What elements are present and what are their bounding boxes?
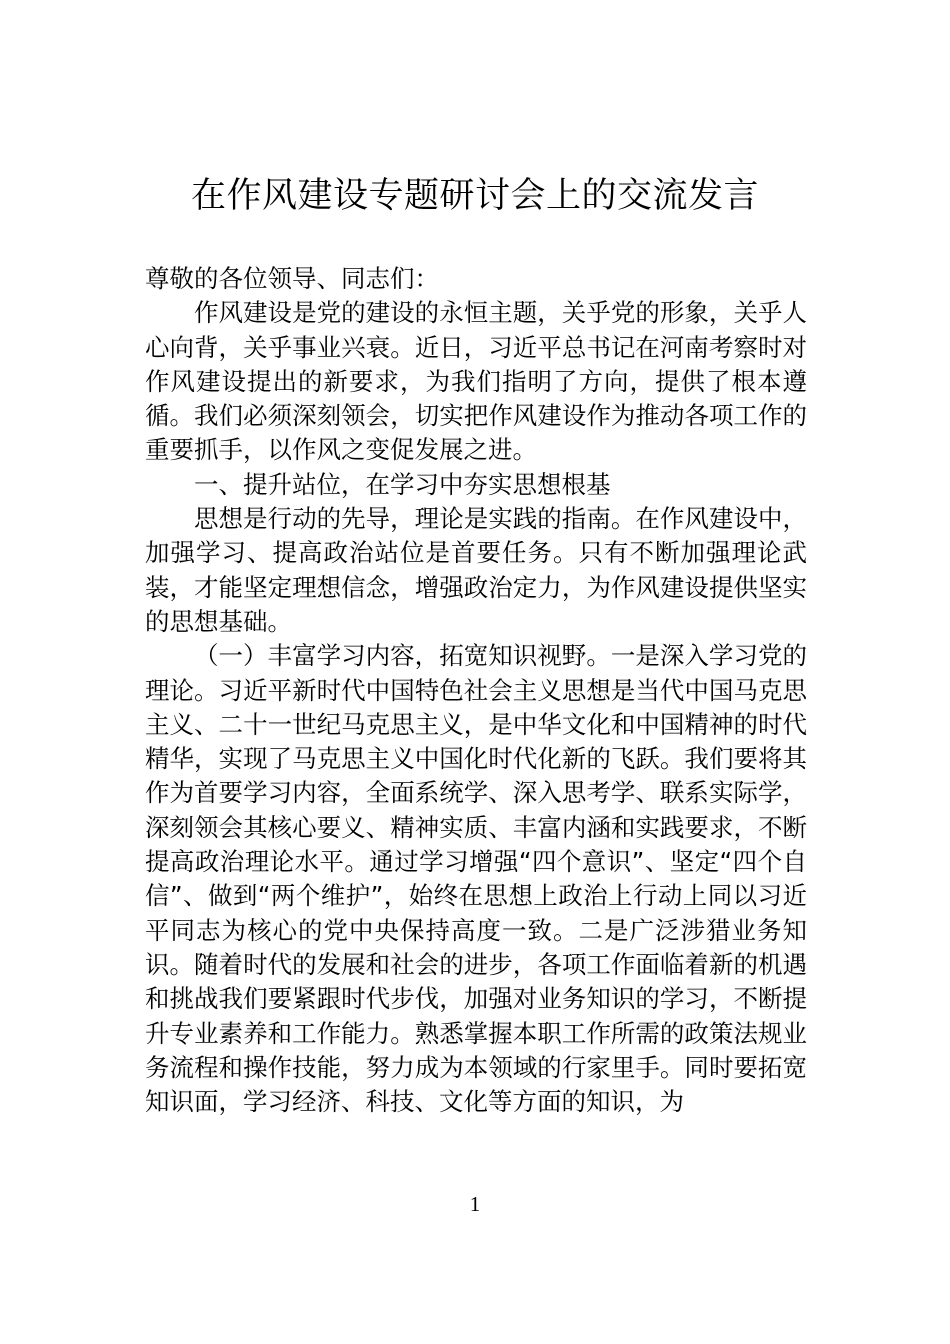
page-number: 1 xyxy=(469,1192,481,1216)
paragraph-subsection-one: （一）丰富学习内容，拓宽知识视野。一是深入学习党的理论。习近平新时代中国特色社会主义思想是当代中国马克思主义、二十一世纪马克思主义，是中华文化和中国精神的时代精华，实现了马克思主义中国化时代化新的飞跃。我们要将其作为首要学习内容，全面系统学、深入思考学、联系实际学，深刻领会其核心要义、精神实质、丰富内涵和实践要求，不断提高政治理论水平。通过学习增强“四个意识”、坚定“四个自信”、做到“两个维护”，始终在思想上政治上行动上同以习近平同志为核心的党中央保持高度一致。二是广泛涉猎业务知识。随着时代的发展和社会的进步，各项工作面临着新的机遇和挑战我们要紧跟时代步伐，加强对业务知识的学习，不断提升专业素养和工作能力。熟悉掌握本职工作所需的政策法规业务流程和操作技能，努力成为本领域的行家里手。同时要拓宽知识面，学习经济、科技、文化等方面的知识，为 xyxy=(145,641,807,1117)
paragraph-section-intro: 思想是行动的先导，理论是实践的指南。在作风建设中，加强学习、提高政治站位是首要任务。只有不断加强理论武装，才能坚定理想信念，增强政治定力，为作风建设提供坚实的思想基础。 xyxy=(145,504,807,636)
document-body xyxy=(145,262,807,1119)
salutation: 尊敬的各位领导、同志们： xyxy=(145,264,439,293)
paragraph-intro: 作风建设是党的建设的永恒主题，关乎党的形象，关乎人心向背，关乎事业兴衰。近日，习近平总书记在河南考察时对作风建设提出的新要求，为我们指明了方向，提供了根本遵循。我们必须深刻领会，切实把作风建设作为推动各项工作的重要抓手，以作风之变促发展之进。 xyxy=(145,298,807,465)
section-heading: 一、提升站位，在学习中夯实思想根基 xyxy=(194,469,611,499)
document-title: 在作风建设专题研讨会上的交流发言 xyxy=(190,176,759,216)
